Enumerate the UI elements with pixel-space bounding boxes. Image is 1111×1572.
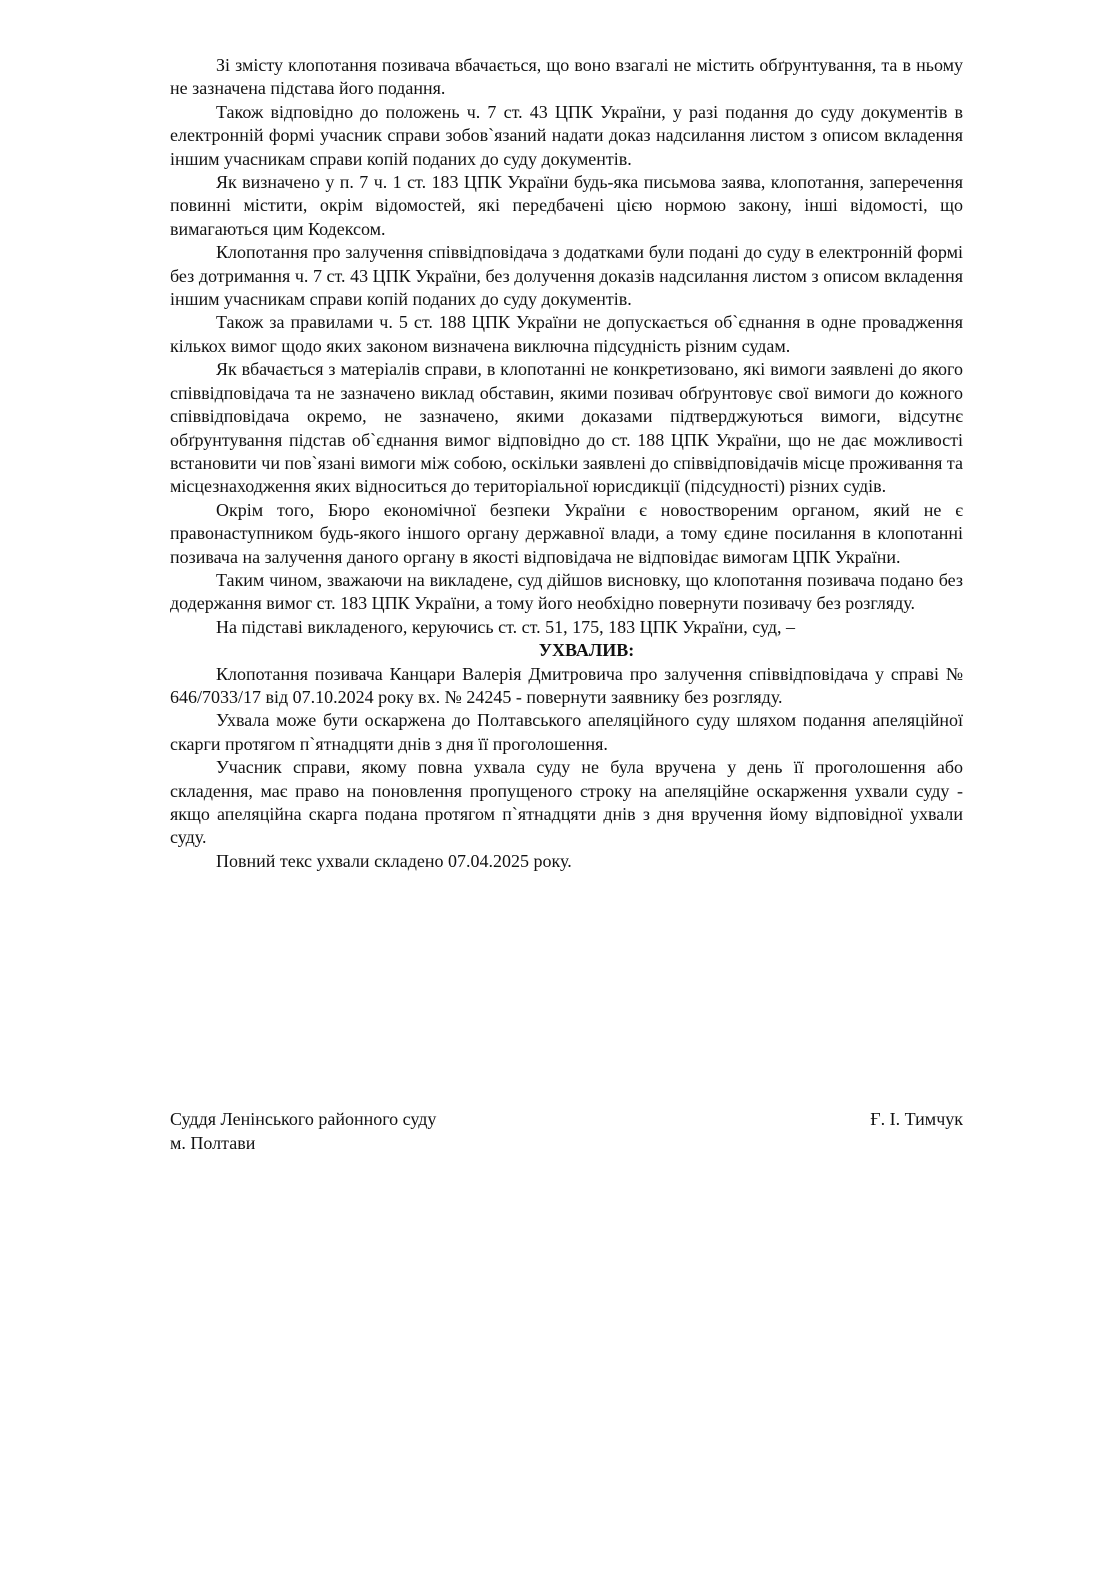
resolution-paragraph-1: Клопотання позивача Канцари Валерія Дмитровича про залучення співвідповідача у справі № 646/7033/17 від 07.10.2024 року вх. № 24245 - повернути заявнику без розгляду. (170, 663, 963, 707)
paragraph-1: Зі змісту клопотання позивача вбачається, що воно взагалі не містить обґрунтування, та в ньому не зазначена підстава його подання. (170, 55, 963, 99)
signature-position (170, 1107, 436, 1155)
paragraph-6: Як вбачається з матеріалів справи, в клопотанні не конкретизовано, які вимоги заявлені до якого співвідповідача та не зазначено виклад обставин, якими позивач обґрунтовує свої вимоги до кожного співвідповідача окремо, не зазначено, якими доказами підтверджуються вимоги, відсутнє обґрунтування підстав об`єднання вимог відповідно до ст. 188 ЦПК України, що не дає можливості встановити чи пов`язані вимоги між собою, оскільки заявлені до співвідповідачів місце проживання та місцезнаходження яких відноситься до територіальної юрисдикції (підсудності) різних судів. (170, 359, 963, 497)
resolution-paragraph-2: Ухвала може бути оскаржена до Полтавського апеляційного суду шляхом подання апеляційної скарги протягом п`ятнадцяти днів з дня її проголошення. (170, 710, 963, 754)
paragraph-3: Як визначено у п. 7 ч. 1 ст. 183 ЦПК України будь-яка письмова заява, клопотання, заперечення повинні містити, окрім відомостей, які передбачені цією нормою закону, інші відомості, що вимагаються цим Кодексом. (170, 172, 963, 239)
paragraph-8: Таким чином, зважаючи на викладене, суд дійшов висновку, що клопотання позивача подано без додержання вимог ст. 183 ЦПК України, а тому його необхідно повернути позивачу без розгляду. (170, 569, 963, 614)
paragraph-4: Клопотання про залучення співвідповідача з додатками були подані до суду в електронній формі без дотримання ч. 7 ст. 43 ЦПК України, без долучення доказів надсилання листом з описом вкладення іншим учасникам справи копій поданих до суду документів. (170, 242, 963, 310)
document-body (170, 54, 963, 873)
paragraph-9: На підставі викладеного, керуючись ст. ст. 51, 175, 183 ЦПК України, суд, – (216, 616, 796, 637)
signature-position-line-1: Суддя Ленінського районного суду (170, 1109, 437, 1129)
paragraph-7: Окрім того, Бюро економічної безпеки України є новоствореним органом, який не є правонаступником будь-якого іншого органу державної влади, а тому єдине посилання в клопотанні позивача на залучення даного органу в якості відповідача не відповідає вимогам ЦПК України. (170, 499, 963, 567)
resolution-paragraph-3: Учасник справи, якому повна ухвала суду не була вручена у день її проголошення або складення, має право на поновлення пропущеного строку на апеляційне оскарження ухвали суду - якщо апеляційна скарга подана протягом п`ятнадцяти днів з дня вручення йому відповідної ухвали суду. (170, 757, 963, 848)
resolution-heading: УХВАЛИВ: (538, 640, 635, 661)
paragraph-5: Також за правилами ч. 5 ст. 188 ЦПК України не допускається об`єднання в одне провадження кількох вимог щодо яких законом визначена виключна підсудність різним судам. (170, 312, 963, 356)
paragraph-2: Також відповідно до положень ч. 7 ст. 43 ЦПК України, у разі подання до суду документів в електронній формі учасник справи зобов`язаний надати доказ надсилання листом з описом вкладення іншим учасникам справи копій поданих до суду документів. (170, 101, 963, 169)
signature-position-line-2: м. Полтави (170, 1133, 256, 1153)
resolution-paragraph-4: Повний текс ухвали складено 07.04.2025 року. (216, 850, 572, 871)
signature-name: Ғ. І. Тимчук (870, 1109, 963, 1129)
